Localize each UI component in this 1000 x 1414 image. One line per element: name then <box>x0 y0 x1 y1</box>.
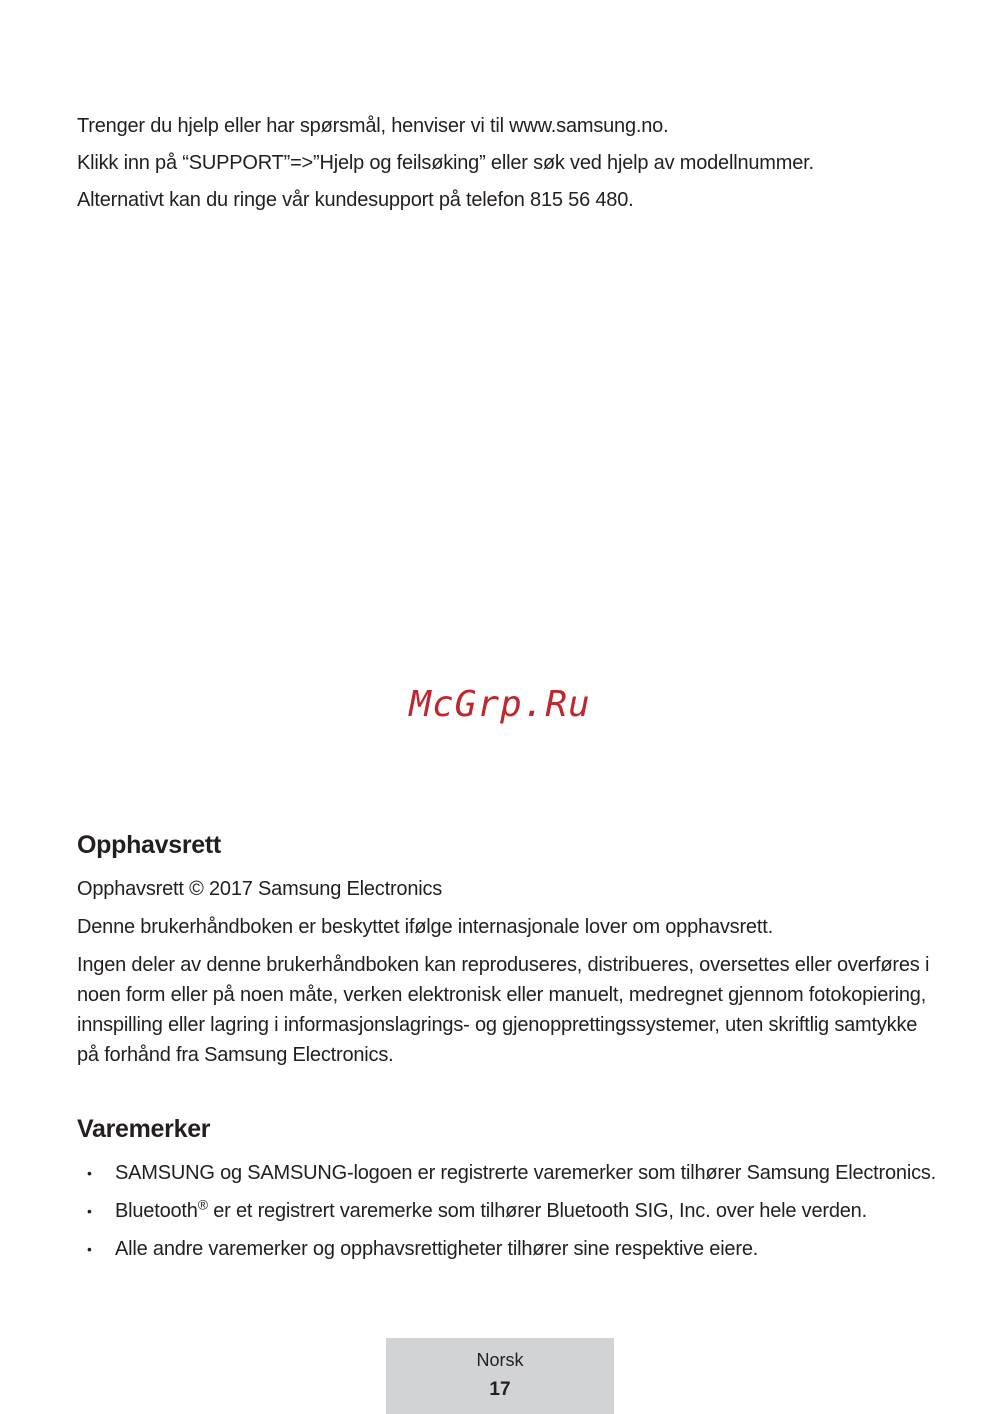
list-item-text: Alle andre varemerker og opphavsrettigheter tilhører sine respektive eiere. <box>115 1238 759 1260</box>
page-footer <box>386 1338 614 1414</box>
copyright-paragraph: Opphavsrett © 2017 Samsung Electronics <box>77 878 443 900</box>
copyright-paragraph: Ingen deler av denne brukerhåndboken kan reproduseres, distribueres, oversettes eller overføres i noen form eller på noen måte, verken elektronisk eller manuelt, medregnet gjennom fotokopiering, innspilling eller lagring i informasjonslagrings- og gjenopprettingssystemer, uten skriftlig samtykke på forhånd fra Samsung Electronics. <box>77 954 930 1066</box>
list-item-text: SAMSUNG og SAMSUNG-logoen er registrerte varemerker som tilhører Samsung Electronics. <box>115 1162 937 1184</box>
support-line: Klikk inn på “SUPPORT”=>”Hjelp og feilsøking” eller søk ved hjelp av modellnummer. <box>77 152 814 174</box>
list-item <box>77 1196 937 1226</box>
support-line: Trenger du hjelp eller har spørsmål, henviser vi til www.samsung.no. <box>77 115 669 137</box>
list-item <box>77 1158 937 1188</box>
list-item <box>77 1234 937 1264</box>
bullet-icon: • <box>87 1203 92 1219</box>
registered-mark: ® <box>197 1196 208 1213</box>
footer-language: Norsk <box>476 1350 524 1370</box>
copyright-paragraph: Denne brukerhåndboken er beskyttet ifølge internasjonale lover om opphavsrett. <box>77 916 773 938</box>
support-info <box>77 114 937 225</box>
page-number: 17 <box>489 1379 511 1400</box>
bullet-icon: • <box>87 1165 92 1181</box>
list-item-word: Bluetooth <box>115 1200 198 1222</box>
watermark: McGrp.Ru <box>409 684 591 725</box>
copyright-section <box>77 830 937 1078</box>
trademarks-heading: Varemerker <box>77 1115 211 1143</box>
list-item-text: er et registrert varemerke som tilhører Bluetooth SIG, Inc. over hele verden. <box>207 1200 867 1222</box>
trademarks-list <box>77 1158 937 1264</box>
trademarks-section <box>77 1114 937 1272</box>
copyright-heading: Opphavsrett <box>77 831 221 859</box>
support-line: Alternativt kan du ringe vår kundesupport på telefon 815 56 480. <box>77 189 634 211</box>
bullet-icon: • <box>87 1241 92 1257</box>
